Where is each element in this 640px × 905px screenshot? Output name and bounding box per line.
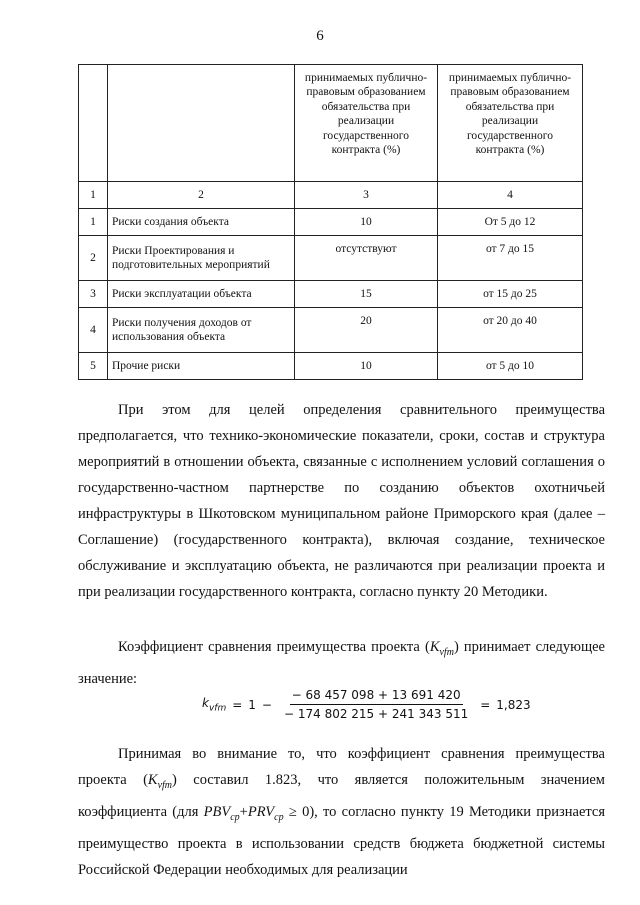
- var-k: $K_{vfm}$: [429, 639, 454, 658]
- row-name: Риски создания объекта: [108, 209, 295, 236]
- table-row: [79, 281, 583, 308]
- text-span: ) составил 1.823, что является положительным значением коэффициента (для: [78, 772, 605, 820]
- plus-sign: +: [239, 803, 248, 820]
- var-prv: $PRV_{ср}$: [247, 803, 284, 823]
- formula-denominator: − 174 802 215 + 241 343 511: [283, 707, 469, 721]
- formula-equals-2: =: [480, 697, 491, 712]
- row-name: Прочие риски: [108, 353, 295, 380]
- table-row: [79, 353, 583, 380]
- formula-one: 1: [248, 697, 256, 712]
- risk-table: [78, 64, 583, 380]
- text-span: Принимая во внимание то, что коэффициент сравнения преимущества проекта (: [78, 746, 605, 788]
- row-contract-value: от 15 до 25: [438, 281, 583, 308]
- row-project-value: 10: [295, 209, 438, 236]
- var-pbv: $PBV_{ср}$: [203, 803, 240, 823]
- paragraph-coefficient-intro: [78, 634, 605, 692]
- row-num: 3: [79, 281, 108, 308]
- row-name: Риски Проектирования и подготовительных мероприятий: [108, 236, 295, 281]
- row-contract-value: от 20 до 40: [438, 308, 583, 353]
- formula-result: 1,823: [496, 697, 531, 712]
- formula-fraction: [282, 688, 470, 721]
- row-project-value: отсутствуют: [295, 236, 438, 281]
- row-num: 2: [79, 236, 108, 281]
- condition: ≥ 0: [283, 803, 310, 820]
- formula-numerator: − 68 457 098 + 13 691 420: [290, 688, 463, 705]
- table-row: [79, 209, 583, 236]
- formula-minus: −: [261, 697, 272, 712]
- paragraph-comparative-advantage: При этом для целей определения сравнительного преимущества предполагается, что технико-экономические показатели, сроки, состав и структура мероприятий в отношении объекта, связанные с исполнением условий соглашения о государственно-частном партнерстве по созданию объектов охотничьей инфраструктуры в Шкотовском муниципальном районе Приморского края (далее – Соглашение) (государственного контракта), включая создание, техническое обслуживание и эксплуатацию объекта, не различаются при реализации проекта и при реализации государственного контракта, согласно пункту 20 Методики.: [78, 402, 605, 600]
- row-contract-value: От 5 до 12: [438, 209, 583, 236]
- text-span: ) принимает следующее значение:: [78, 639, 605, 687]
- text-span: ), то согласно пункту 19 Методики признается преимущество проекта в использовании средств бюджета бюджетной системы Российской Федерации необходимых для реализации: [78, 803, 606, 878]
- header-cell-project: принимаемых публично-правовым образованием обязательства при реализации государственного контракта (%): [295, 65, 438, 182]
- index-cell: 1: [79, 182, 108, 209]
- row-num: 5: [79, 353, 108, 380]
- row-contract-value: от 5 до 10: [438, 353, 583, 380]
- header-cell-num: [79, 65, 108, 182]
- header-cell-contract: принимаемых публично-правовым образованием обязательства при реализации государственного контракта (%): [438, 65, 583, 182]
- table-row: [79, 236, 583, 281]
- row-contract-value: от 7 до 15: [438, 236, 583, 281]
- index-cell: 3: [295, 182, 438, 209]
- header-cell-name: [108, 65, 295, 182]
- index-cell: 4: [438, 182, 583, 209]
- page-number: 6: [316, 28, 324, 44]
- index-cell: 2: [108, 182, 295, 209]
- table-index-row: [79, 182, 583, 209]
- row-num: 4: [79, 308, 108, 353]
- formula-lhs: $k_{vfm}$: [202, 695, 227, 714]
- row-name: Риски получения доходов от использования объекта: [108, 308, 295, 353]
- row-name: Риски эксплуатации объекта: [108, 281, 295, 308]
- row-project-value: 15: [295, 281, 438, 308]
- row-num: 1: [79, 209, 108, 236]
- row-project-value: 10: [295, 353, 438, 380]
- formula-equals: =: [232, 697, 243, 712]
- text-span: Коэффициент сравнения преимущества проекта (: [118, 639, 430, 655]
- table-row: [79, 308, 583, 353]
- var-k: $K_{vfm}$: [147, 772, 173, 791]
- paragraph-conclusion: [78, 741, 605, 883]
- vfm-formula: [202, 688, 531, 721]
- table-header-row: [79, 65, 583, 182]
- row-project-value: 20: [295, 308, 438, 353]
